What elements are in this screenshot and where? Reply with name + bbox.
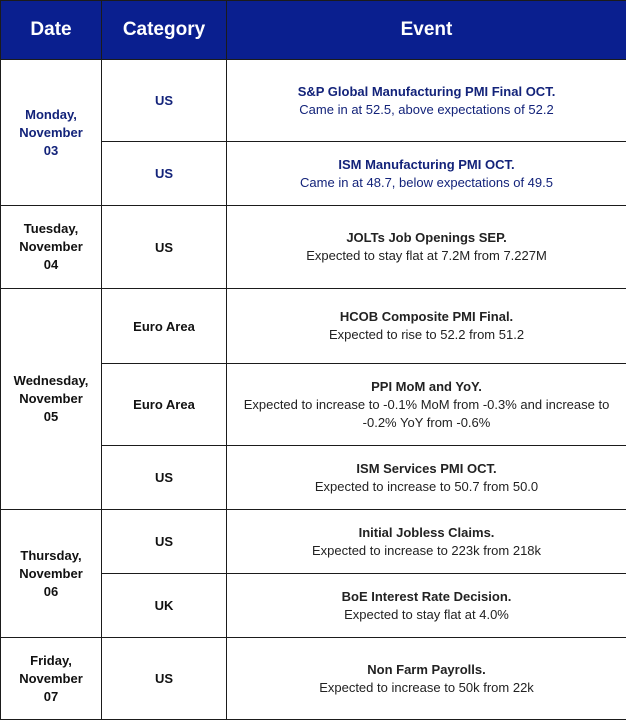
event-cell	[227, 60, 626, 142]
date-cell-thursday	[1, 510, 102, 638]
event-description: Expected to increase to 223k from 218k	[311, 542, 542, 558]
date-cell-friday	[1, 638, 102, 720]
date-weekday: Friday,	[30, 652, 72, 668]
event-title: HCOB Composite PMI Final.	[339, 309, 514, 324]
event-title: PPI MoM and YoY.	[371, 378, 482, 394]
event-description: Expected to rise to 52.2 from 51.2	[328, 327, 525, 342]
category-cell: UK	[102, 574, 227, 638]
date-month: November	[19, 391, 83, 406]
date-cell-wednesday	[1, 289, 102, 510]
date-month: November	[19, 239, 83, 254]
category-cell: US	[102, 638, 227, 720]
category-cell: US	[102, 206, 227, 289]
header-category: Category	[102, 1, 227, 60]
table-row	[1, 638, 626, 720]
event-title: ISM Manufacturing PMI OCT.	[338, 156, 515, 172]
date-weekday: Monday,	[25, 106, 77, 122]
date-day: 06	[43, 583, 59, 599]
event-cell	[227, 142, 626, 206]
date-weekday: Tuesday,	[23, 221, 79, 236]
event-description: Expected to increase to 50k from 22k	[319, 679, 534, 695]
table-row	[1, 60, 626, 142]
category-cell: US	[102, 446, 227, 510]
event-title: BoE Interest Rate Decision.	[341, 588, 512, 604]
date-weekday: Thursday,	[20, 547, 82, 563]
category-cell: Euro Area	[102, 364, 227, 446]
date-month: November	[19, 565, 83, 581]
date-day: 05	[43, 409, 59, 424]
header-row	[1, 1, 626, 60]
date-month: November	[19, 670, 83, 686]
event-cell	[227, 206, 626, 289]
event-description: Came in at 48.7, below expectations of 49.5	[300, 174, 553, 190]
date-day: 04	[43, 257, 59, 272]
table-row	[1, 510, 626, 574]
event-title: S&P Global Manufacturing PMI Final OCT.	[297, 83, 556, 99]
event-title: JOLTs Job Openings SEP.	[346, 230, 507, 245]
event-cell	[227, 574, 626, 638]
date-cell-monday	[1, 60, 102, 206]
event-title: Non Farm Payrolls.	[367, 661, 486, 677]
category-cell: US	[102, 142, 227, 206]
category-cell: US	[102, 60, 227, 142]
table-row	[1, 289, 626, 364]
event-description: Expected to increase to -0.1% MoM from -0.3% and increase to -0.2% YoY from -0.6%	[243, 396, 610, 430]
category-cell: Euro Area	[102, 289, 227, 364]
event-description: Expected to stay flat at 7.2M from 7.227M	[306, 248, 547, 263]
event-description: Expected to stay flat at 4.0%	[344, 606, 509, 622]
date-month: November	[19, 124, 83, 140]
event-description: Expected to increase to 50.7 from 50.0	[314, 478, 539, 494]
event-title: ISM Services PMI OCT.	[356, 460, 497, 476]
date-day: 07	[43, 688, 59, 704]
header-event: Event	[227, 1, 626, 60]
date-day: 03	[43, 142, 59, 158]
date-weekday: Wednesday,	[13, 373, 89, 388]
table-row	[1, 206, 626, 289]
event-cell	[227, 446, 626, 510]
event-description: Came in at 52.5, above expectations of 52.2	[299, 101, 554, 117]
event-title: Initial Jobless Claims.	[358, 524, 495, 540]
event-cell	[227, 289, 626, 364]
date-cell-tuesday	[1, 206, 102, 289]
category-cell: US	[102, 510, 227, 574]
event-cell	[227, 510, 626, 574]
event-cell	[227, 364, 626, 446]
event-cell	[227, 638, 626, 720]
header-date: Date	[1, 1, 102, 60]
